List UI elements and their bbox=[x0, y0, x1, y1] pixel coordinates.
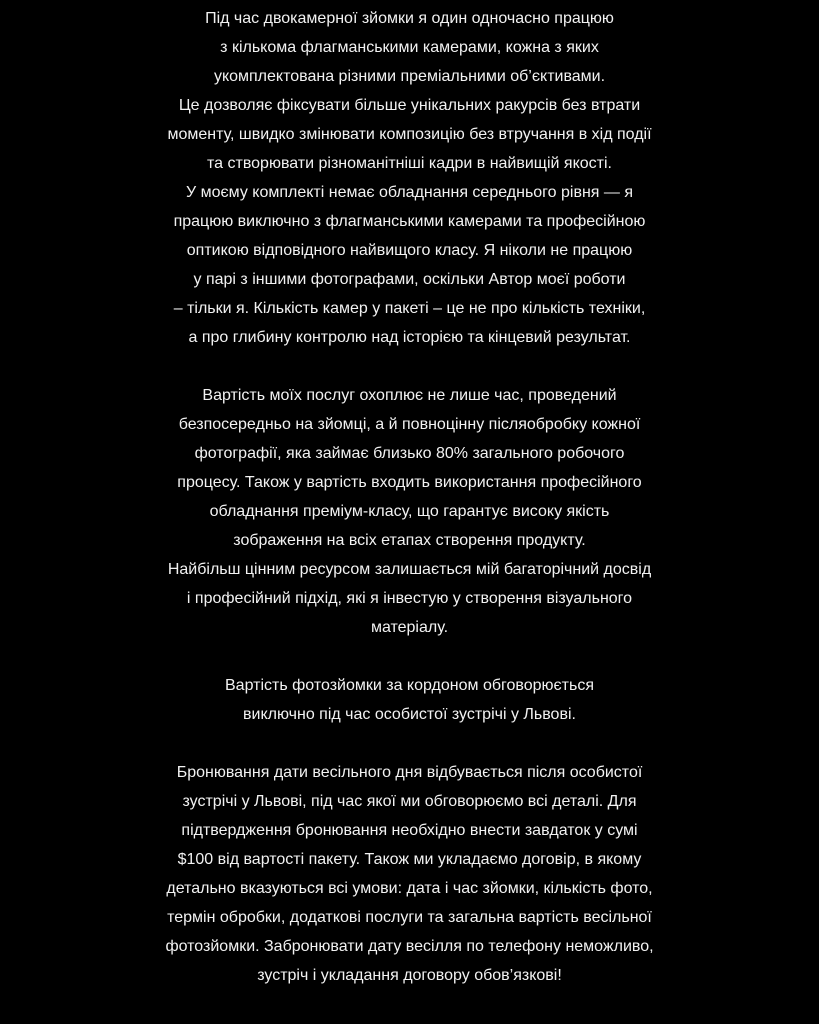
text-line: матеріалу. bbox=[370, 619, 449, 636]
text-line: укомплектована різними преміальними об’єктивами. bbox=[213, 68, 606, 85]
text-line: та створювати різноманітніші кадри в найвищій якості. bbox=[207, 155, 612, 172]
text-line: Під час двокамерної зйомки я один одночасно працюю bbox=[205, 10, 614, 27]
text-line: фотозйомки. Забронювати дату весілля по телефону неможливо, bbox=[165, 938, 654, 955]
text-line: зустріч і укладання договору обов’язкові! bbox=[257, 967, 562, 984]
text-line: підтвердження бронювання необхідно внести завдаток у сумі bbox=[181, 822, 638, 839]
text-line: термін обробки, додаткові послуги та загальна вартість весільної bbox=[167, 909, 652, 926]
text-line: працюю виключно з флагманськими камерами та професійною bbox=[173, 213, 646, 230]
text-line: Вартість моїх послуг охоплює не лише час, проведений bbox=[202, 387, 617, 404]
text-line: зустрічі у Львові, під час якої ми обговорюємо всі деталі. Для bbox=[182, 793, 637, 810]
paragraph-abroad bbox=[0, 671, 819, 729]
text-line: $100 від вартості пакету. Також ми укладаємо договір, в якому bbox=[177, 851, 642, 868]
text-line: Бронювання дати весільного дня відбувається після особистої bbox=[176, 764, 643, 781]
text-line: виключно під час особистої зустрічі у Львові. bbox=[243, 706, 576, 723]
text-line: безпосередньо на зйомці, а й повноцінну післяобробку кожної bbox=[178, 416, 641, 433]
text-line: Найбільш цінним ресурсом залишається мій багаторічний досвід bbox=[167, 561, 652, 578]
text-line: зображення на всіх етапах створення продукту. bbox=[233, 532, 586, 549]
text-line: У моєму комплекті немає обладнання середнього рівня — я bbox=[185, 184, 634, 201]
text-line: фотографії, яка займає близько 80% загального робочого bbox=[194, 445, 625, 462]
text-line: Вартість фотозйомки за кордоном обговорюється bbox=[225, 677, 594, 694]
text-line: оптикою відповідного найвищого класу. Я ніколи не працюю bbox=[186, 242, 633, 259]
paragraph-equipment bbox=[0, 4, 819, 352]
text-page bbox=[0, 4, 819, 990]
text-line: з кількома флагманськими камерами, кожна з яких bbox=[220, 39, 599, 56]
paragraph-pricing bbox=[0, 381, 819, 642]
text-line: а про глибину контролю над історією та кінцевий результат. bbox=[188, 329, 631, 346]
text-line: Це дозволяє фіксувати більше унікальних ракурсів без втрати bbox=[178, 97, 641, 114]
text-line: у парі з іншими фотографами, оскільки Автор моєї роботи bbox=[193, 271, 626, 288]
text-line: обладнання преміум-класу, що гарантує високу якість bbox=[209, 503, 610, 520]
paragraph-spacer bbox=[0, 729, 819, 758]
text-line: моменту, швидко змінювати композицію без втручання в хід події bbox=[167, 126, 652, 143]
paragraph-spacer bbox=[0, 352, 819, 381]
text-line: детально вказуються всі умови: дата і час зйомки, кількість фото, bbox=[166, 880, 653, 897]
paragraph-booking bbox=[0, 758, 819, 990]
text-line: процесу. Також у вартість входить використання професійного bbox=[177, 474, 642, 491]
paragraph-spacer bbox=[0, 642, 819, 671]
text-line: і професійний підхід, які я інвестую у створення візуального bbox=[186, 590, 633, 607]
text-line: – тільки я. Кількість камер у пакеті – це не про кількість техніки, bbox=[173, 300, 646, 317]
